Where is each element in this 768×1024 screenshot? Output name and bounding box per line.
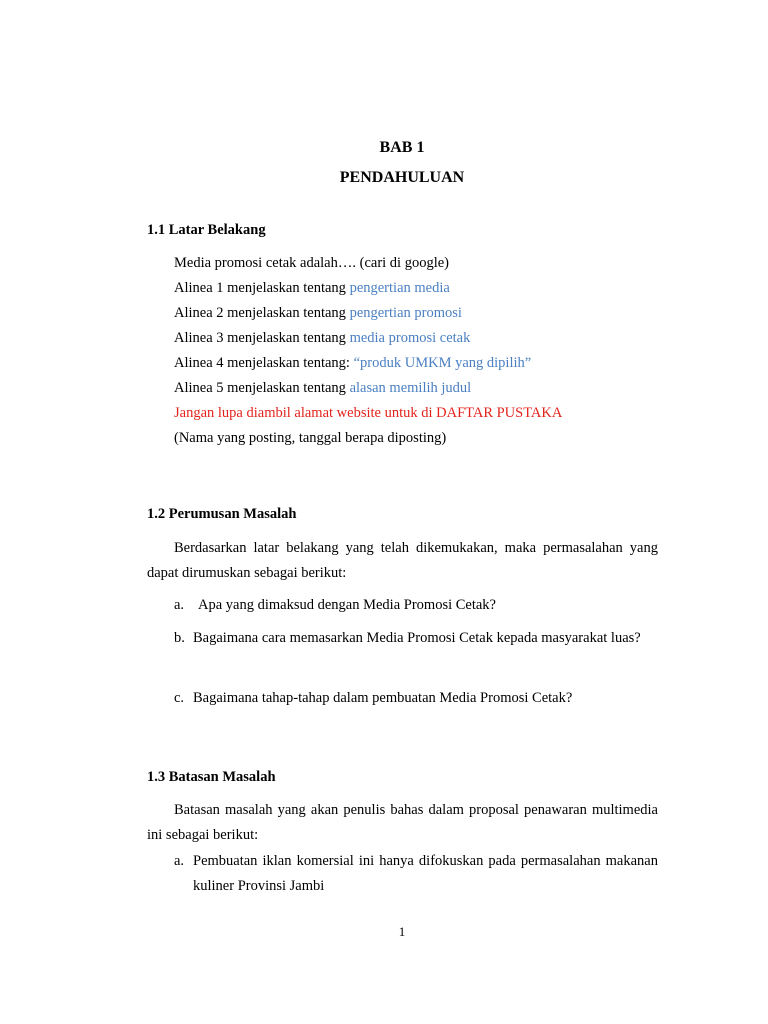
list-text: Apa yang dimaksud dengan Media Promosi Cetak? [198, 597, 496, 613]
list-text: Bagaimana cara memasarkan Media Promosi Cetak kepada masyarakat luas? [193, 630, 641, 646]
section-heading-batasan-masalah: 1.3 Batasan Masalah [147, 769, 276, 785]
section-heading-latar-belakang: 1.1 Latar Belakang [147, 222, 266, 238]
list-label: a. [174, 853, 185, 869]
background-line-4 [174, 330, 470, 347]
chapter-number: BAB 1 [379, 139, 425, 156]
background-line-highlight: pengertian media [349, 280, 450, 296]
background-line-2 [174, 280, 450, 297]
problem-item-a [174, 593, 658, 618]
background-line-text: Alinea 5 menjelaskan tentang [174, 380, 350, 396]
list-label: a. [174, 597, 185, 613]
background-line-text: Alinea 4 menjelaskan tentang: [174, 355, 354, 371]
background-line-highlight: pengertian promosi [349, 305, 462, 321]
problem-item-c [174, 686, 658, 711]
background-line-highlight: alasan memilih judul [349, 380, 472, 396]
list-label: c. [174, 690, 185, 706]
background-line-text: Alinea 3 menjelaskan tentang [174, 330, 350, 346]
section-heading-perumusan-masalah: 1.2 Perumusan Masalah [147, 506, 297, 522]
scope-intro-text: Batasan masalah yang akan penulis bahas dalam proposal penawaran multimedia ini sebagai berikut: [147, 802, 658, 843]
list-text: Bagaimana tahap-tahap dalam pembuatan Media Promosi Cetak? [193, 690, 573, 706]
problem-intro-paragraph [147, 536, 658, 586]
background-line-highlight: media promosi cetak [349, 330, 471, 346]
background-line-5 [174, 355, 531, 372]
list-label: b. [174, 630, 185, 646]
chapter-title: PENDAHULUAN [339, 169, 465, 186]
background-line-6 [174, 380, 471, 397]
list-text: Pembuatan iklan komersial ini hanya difokuskan pada permasalahan makanan kuliner Provinsi Jambi [193, 853, 658, 894]
problem-intro-text: Berdasarkan latar belakang yang telah dikemukakan, maka permasalahan yang dapat dirumuskan sebagai berikut: [147, 540, 658, 581]
scope-intro-paragraph [147, 798, 658, 848]
reference-warning: Jangan lupa diambil alamat website untuk di DAFTAR PUSTAKA [174, 405, 563, 421]
background-line-3 [174, 305, 462, 322]
page-number: 1 [398, 924, 406, 939]
background-line-text: Alinea 2 menjelaskan tentang [174, 305, 350, 321]
background-line-text: Media promosi cetak adalah…. (cari di google) [174, 255, 449, 271]
background-line-1 [174, 255, 449, 272]
background-line-highlight: “produk UMKM yang dipilih” [353, 355, 532, 371]
problem-item-b [174, 626, 658, 651]
background-line-text: Alinea 1 menjelaskan tentang [174, 280, 350, 296]
reference-note: (Nama yang posting, tanggal berapa diposting) [174, 430, 447, 446]
scope-item-a [174, 849, 658, 899]
